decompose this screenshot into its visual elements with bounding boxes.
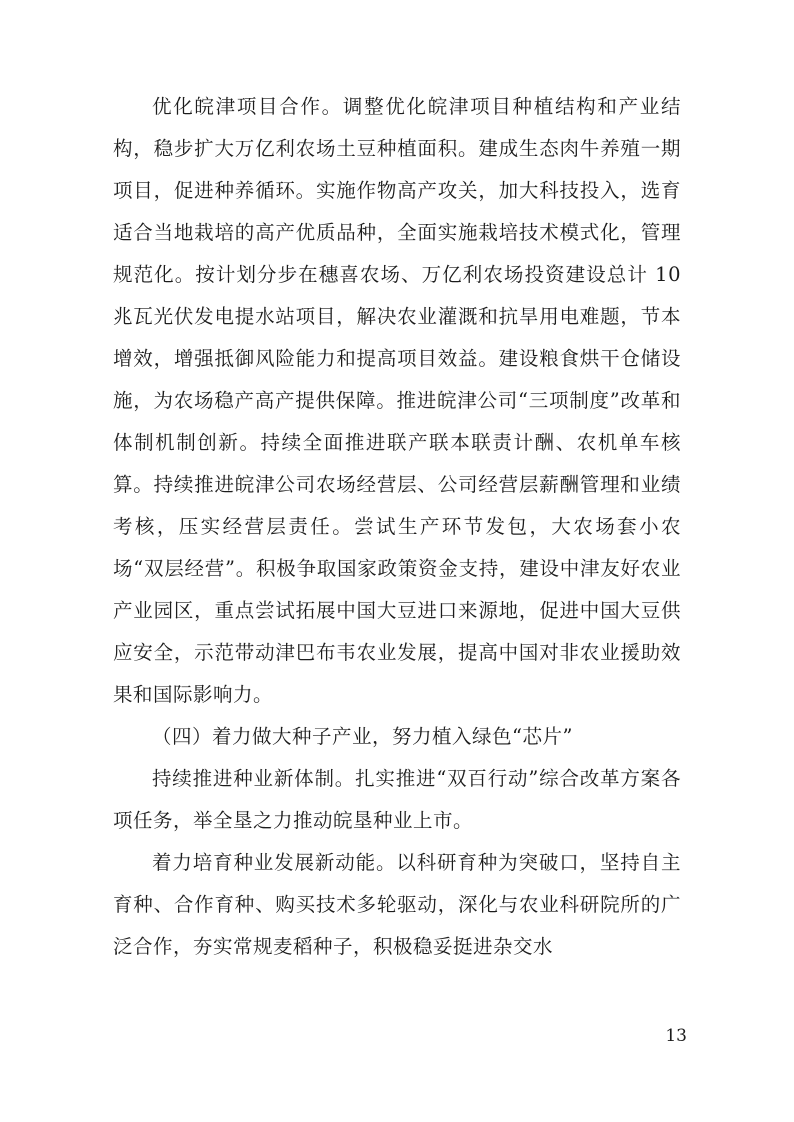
paragraph: 着力培育种业发展新动能。以科研育种为突破口，坚持自主育种、合作育种、购买技术多轮驱动，深化与农业科研院所的广泛合作，夯实常规麦稻种子，积极稳妥挺进杂交水 — [113, 851, 681, 958]
page-number: 13 — [665, 1026, 687, 1046]
paragraph: （四）着力做大种子产业，努力植入绿色“芯片” — [152, 725, 573, 748]
paragraph: 持续推进种业新体制。扎实推进“双百行动”综合改革方案各项任务，举全垦之力推动皖垦种业上市。 — [113, 767, 681, 832]
paragraph: 优化皖津项目合作。调整优化皖津项目种植结构和产业结构，稳步扩大万亿利农场土豆种植面积。建成生态肉牛养殖一期项目，促进种养循环。实施作物高产攻关，加大科技投入，选育适合当地栽培的高产优质品种，全面实施栽培技术模式化，管理规范化。按计划分步在穗喜农场、万亿利农场投资建设总计 10 兆瓦光伏发电提水站项目，解决农业灌溉和抗旱用电难题，节本增效，增强抵御风险能力和提高项目效益。建设粮食烘干仓储设施，为农场稳产高产提供保障。推进皖津公司“三项制度”改革和体制机制创新。持续全面推进联产联本联责计酬、农机单车核算。持续推进皖津公司农场经营层、公司经营层薪酬管理和业绩考核，压实经营层责任。尝试生产环节发包，大农场套小农场“双层经营”。积极争取国家政策资金支持，建设中津友好农业产业园区，重点尝试拓展中国大豆进口来源地，促进中国大豆供应安全，示范带动津巴布韦农业发展，提高中国对非农业援助效果和国际影响力。 — [113, 95, 681, 706]
page-body — [113, 86, 681, 968]
